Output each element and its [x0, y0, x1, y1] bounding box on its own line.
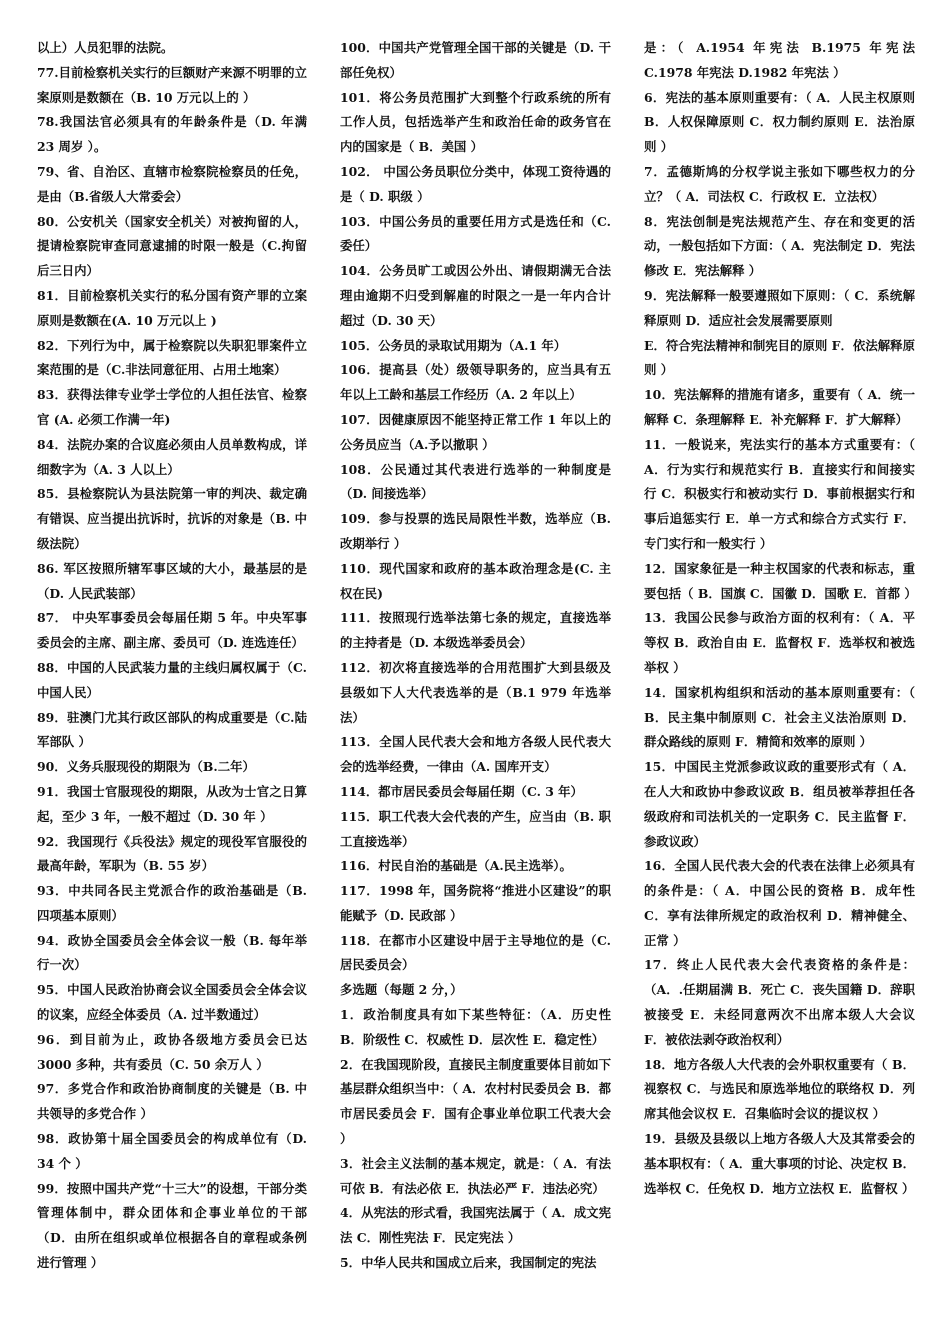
question-item: 82．下列行为中，属于检察院以失职犯罪案件立案范围的是（C.非法同意征用、占用土地案）: [37, 337, 307, 378]
question-item: 2．在我国现阶段，直接民主制度重要体目前如下基层群众组织当中：（ A．农村村民委员会 B．都市居民委员会 F．国有企事业单位职工代表大会 ）: [340, 1056, 611, 1147]
question-item: 104．公务员旷工或因公外出、请假期满无合法理由逾期不归受到解雇的时限之一是一年内合计超过（D. 30 天）: [340, 263, 611, 328]
question-item: 105．公务员的录取试用期为（A.1 年）: [340, 337, 567, 353]
question-item: 99．按照中国共产党“十三大”的设想，干部分类管理体制中，群众团体和企事业单位的干部（D．由所在组织或单位根据各自的章程或条例进行管理 ）: [37, 1180, 307, 1271]
question-item: 19．县级及县级以上地方各级人大及其常委会的基本职权有：（ A．重大事项的讨论、决定权 B．选举权 C．任免权 D．地方立法权 E．监督权 ）: [644, 1131, 915, 1196]
question-item: 7．孟德斯鸠的分权学说主张如下哪些权力的分立？（ A．司法权 C．行政权 E．立法权）: [644, 163, 915, 204]
question-item: 以上）人员犯罪的法院。: [37, 40, 174, 55]
question-item: 87． 中央军事委员会每届任期 5 年。中央军事委员会的主席、副主席、委员可（D. 连选连任）: [37, 610, 307, 651]
question-item: 117．1998 年，国务院将“推进小区建设”的职能赋予（D. 民政部 ）: [340, 883, 611, 923]
section-heading: 多选题（每题 2 分，）: [340, 982, 463, 998]
question-item: 11．一般说来，宪法实行的基本方式重要有：（ A．行为实行和规范实行 B．直接实行和间接实行 C．积极实行和被动实行 D．事前根据实行和事后追惩实行 E．单一方式和综合方式实行 F．专门实行和一般实行 ）: [644, 436, 915, 551]
question-item: 90．义务兵服现役的期限为（B.二年）: [37, 759, 255, 775]
question-item: 17．终止人民代表大会代表资格的条件是：（A．.任期届满 B．死亡 C．丧失国籍 D．辞职被接受 E．未经同意两次不出席本级人大会议 F．被依法剥夺政治权利）: [644, 957, 915, 1047]
question-item: 77.目前检察机关实行的巨额财产来源不明罪的立案原则是数额在（B. 10 万元以上的 ）: [37, 64, 307, 105]
question-item: 79、省、自治区、直辖市检察院检察员的任免，是由（B.省级人大常委会）: [37, 163, 307, 204]
question-item: 91．我国士官服现役的期限，从改为士官之日算起，至少 3 年，一般不超过（D. 30 年 ）: [37, 783, 307, 824]
question-item: 94．政协全国委员会全体会议一般（B. 每年举行一次）: [37, 932, 307, 973]
question-item: 81．目前检察机关实行的私分国有资产罪的立案原则是数额在(A. 10 万元以上 ): [37, 287, 307, 328]
question-item: 3．社会主义法制的基本规定，就是：（ A．有法可依 B．有法必依 E．执法必严 F．违法必究）: [340, 1155, 611, 1196]
question-item: 101．将公务员范围扩大到整个行政系统的所有工作人员，包括选举产生和政治任命的政务官在内的国家是（ B．美国 ）: [340, 89, 611, 155]
question-item: E．符合宪法精神和制宪目的原则 F．依法解释原则 ）: [644, 337, 915, 378]
question-item: 106．提高县（处）级领导职务的，应当具有五年以上工龄和基层工作经历（A. 2 年以上）: [340, 362, 611, 403]
question-item: 100．中国共产党管理全国干部的关键是（D. 干部任免权）: [340, 40, 611, 80]
question-item: 5．中华人民共和国成立后来，我国制定的宪法: [340, 1255, 597, 1271]
question-item: 1．政治制度具有如下某些特征：（A．历史性 B．阶级性 C．权威性 D．层次性 E．稳定性）: [340, 1007, 611, 1047]
column-right: [644, 36, 915, 1201]
question-item: 18．地方各级人大代表的会外职权重要有（ B．视察权 C．与选民和原选举地位的联络权 D．列席其他会议权 E．召集临时会议的提议权 ）: [644, 1056, 915, 1122]
question-item: 84．法院办案的合议庭必须由人员单数构成，详细数字为（A. 3 人以上）: [37, 436, 307, 477]
question-item: 107．因健康原因不能坚持正常工作 1 年以上的公务员应当（A.予以撤职 ）: [340, 411, 611, 452]
question-item: 14．国家机构组织和活动的基本原则重要有：（ B．民主集中制原则 C．社会主义法治原则 D．群众路线的原则 F．精简和效率的原则 ）: [644, 684, 915, 750]
question-item: 110．现代国家和政府的基本政治理念是(C. 主权在民): [340, 560, 611, 601]
question-item: 4．从宪法的形式看，我国宪法属于（ A．成文宪法 C．刚性宪法 F．民定宪法 ）: [340, 1205, 611, 1246]
question-item: 85．县检察院认为县法院第一审的判决、裁定确有错误、应当提出抗诉时，抗诉的对象是（B. 中级法院）: [37, 486, 307, 551]
question-item: 114．都市居民委员会每届任期（C. 3 年）: [340, 783, 583, 799]
column-middle: [340, 36, 611, 1276]
question-item: 95．中国人民政治协商会议全国委员会全体会议的议案，应经全体委员（A. 过半数通过）: [37, 982, 307, 1023]
question-item: 89．驻澳门尤其行政区部队的构成重要是（C.陆军部队 ）: [37, 709, 307, 750]
question-item: 78.我国法官必须具有的年龄条件是（D. 年满 23 周岁 ）。: [37, 114, 307, 155]
question-item: 15．中国民主党派参政议政的重要形式有（ A．在人大和政协中参政议政 B．组员被举荐担任各级政府和司法机关的一定职务 C．民主监督 F．参政议政）: [644, 759, 915, 849]
question-item: 111．按照现行选举法第七条的规定，直接选举的主持者是（D. 本级选举委员会）: [340, 610, 611, 651]
question-item: 102． 中国公务员职位分类中，体现工资待遇的是（ D. 职级 ）: [340, 163, 611, 204]
question-item: 8．宪法创制是宪法规范产生、存在和变更的活动，一般包括如下方面：（ A．宪法制定 D．宪法修改 E．宪法解释 ）: [644, 213, 915, 279]
question-item: 109．参与投票的选民局限性半数，选举应（B. 改期举行 ）: [340, 511, 611, 551]
question-item: 80．公安机关（国家安全机关）对被拘留的人，提请检察院审查同意逮捕的时限一般是（C.拘留后三日内）: [37, 213, 307, 279]
question-item: 86. 军区按照所辖军事区域的大小，最基层的是（D. 人民武装部）: [37, 560, 307, 601]
question-item: 是：（ A.1954 年宪法 B.1975 年宪法 C.1978 年宪法 D.1982 年宪法 ）: [644, 40, 915, 80]
question-item: 6．宪法的基本原则重要有：（ A．人民主权原则 B．人权保障原则 C．权力制约原则 E．法治原则 ）: [644, 89, 915, 155]
question-item: 115．职工代表大会代表的产生，应当由（B. 职工直接选举）: [340, 808, 611, 849]
question-item: 113．全国人民代表大会和地方各级人民代表大会的选举经费，一律由（A. 国库开支）: [340, 734, 611, 775]
question-item: 12．国家象征是一种主权国家的代表和标志，重要包括（ B．国旗 C．国徽 D．国歌 E．首都 ）: [644, 560, 917, 601]
question-item: 103．中国公务员的重要任用方式是选任和（C. 委任）: [340, 213, 611, 254]
question-item: 9．宪法解释一般要遵照如下原则：（ C．系统解释原则 D．适应社会发展需要原则: [644, 287, 915, 328]
question-item: 10．宪法解释的措施有诸多，重要有（ A．统一解释 C．条理解释 E．补充解释 F．扩大解释）: [644, 387, 915, 427]
question-item: 92．我国现行《兵役法》规定的现役军官服役的最高年龄，军职为（B. 55 岁）: [37, 833, 307, 874]
question-item: 16．全国人民代表大会的代表在法律上必须具有的条件是：（ A．中国公民的资格 B．成年性 C．享有法律所规定的政治权利 D．精神健全、正常 ）: [644, 858, 915, 948]
question-item: 97．多党合作和政治协商制度的关键是（B. 中共领导的多党合作 ）: [37, 1081, 307, 1122]
question-item: 108．公民通过其代表进行选举的一种制度是（D. 间接选举）: [340, 461, 611, 502]
question-item: 98．政协第十届全国委员会的构成单位有（D. 34 个 ）: [37, 1131, 307, 1171]
question-item: 88．中国的人民武装力量的主线归属权属于（C. 中国人民）: [37, 659, 307, 700]
question-item: 96．到目前为止，政协各级地方委员会已达 3000 多种，共有委员（C. 50 余万人 ）: [37, 1031, 307, 1072]
question-item: 93．中共同各民主党派合作的政治基础是（B. 四项基本原则）: [37, 883, 307, 923]
question-item: 118．在都市小区建设中居于主导地位的是（C. 居民委员会）: [340, 932, 611, 973]
question-item: 112．初次将直接选举的合用范围扩大到县级及县级如下人大代表选举的是（B.1 979 年选举法）: [340, 659, 611, 725]
question-item: 116．村民自治的基础是（A.民主选举）。: [340, 858, 572, 874]
column-left: [37, 36, 307, 1276]
question-item: 83．获得法律专业学士学位的人担任法官、检察官 (A. 必须工作满一年): [37, 387, 307, 427]
question-item: 13．我国公民参与政治方面的权利有：（ A．平等权 B．政治自由 E．监督权 F．选举权和被选举权 ）: [644, 610, 915, 675]
